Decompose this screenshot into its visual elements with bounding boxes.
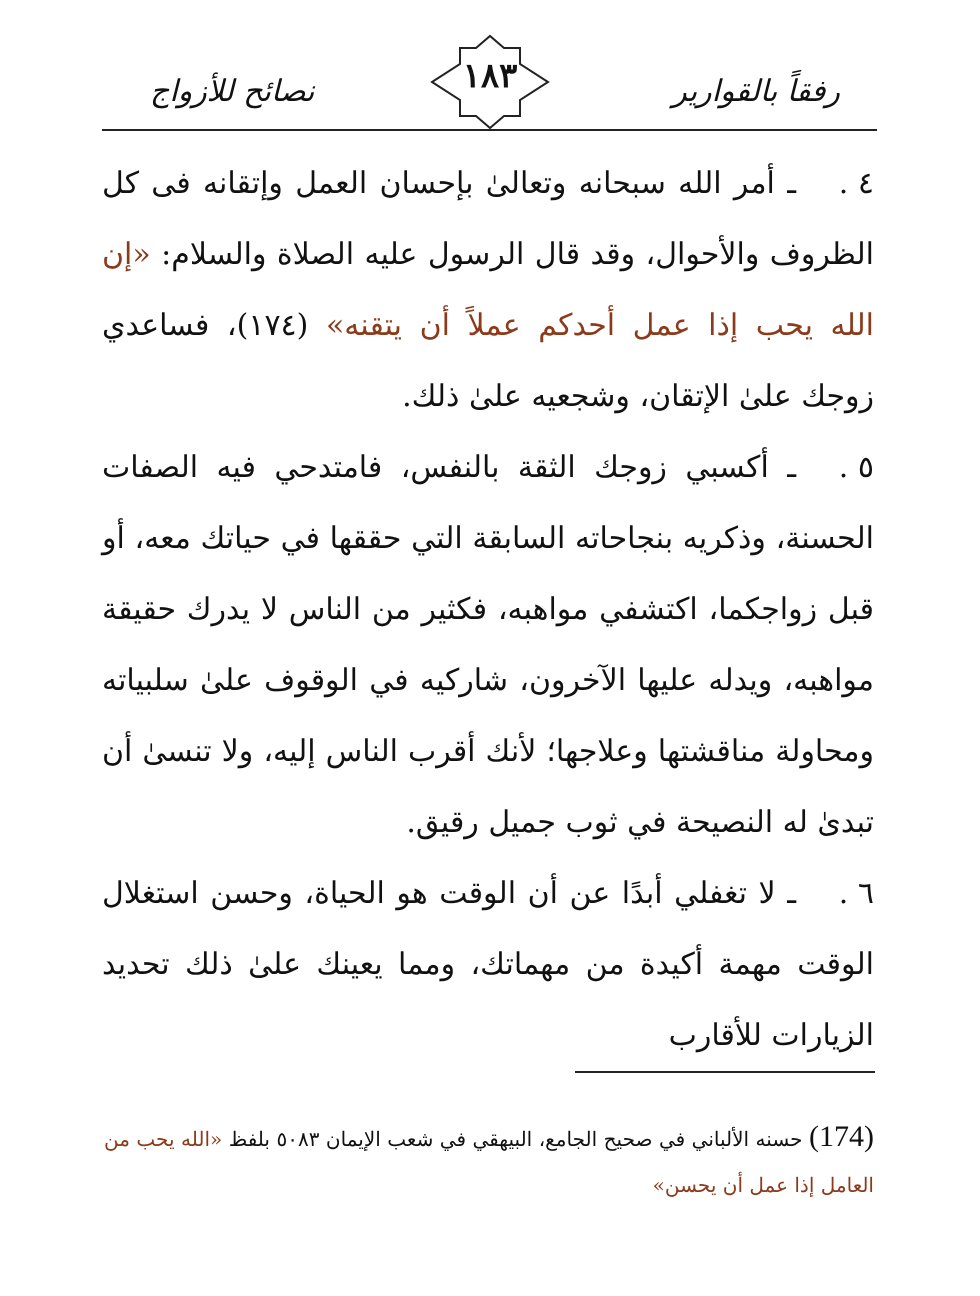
footnote-rule bbox=[575, 1071, 875, 1073]
paragraph-text: ـ أكسبي زوجك الثقة بالنفس، فامتدحي فيه الصفات الحسنة، وذكريه بنجاحاته السابقة التي حققها في حياتك معه، أو قبل زواجكما، اكتشفي مواهبه، فكثير من الناس لا يدرك حقيقة مواهبه، ويدله عليها الآخرون، شاركيه في الوقوف علىٰ سلبياته ومحاولة مناقشتها وعلاجها؛ لأنك أقرب الناس إليه، ولا تنسىٰ أن تبدىٰ له النصيحة في ثوب جميل رقيق. bbox=[102, 450, 874, 840]
footnote-text: حسنه الألباني في صحيح الجامع، البيهقي في شعب الإيمان ٥٠٨٣ بلفظ bbox=[222, 1127, 803, 1151]
paragraph-4 bbox=[102, 148, 874, 432]
hadith-quote: «إن الله يحب إذا عمل أحدكم عملاً أن يتقنه» bbox=[102, 237, 875, 343]
main-text bbox=[102, 148, 874, 1071]
book-title: رفقاً بالقوارير bbox=[672, 74, 840, 109]
page-header bbox=[0, 0, 980, 140]
footnote-quote: «الله يحب من العامل إذا عمل أن يحسن» bbox=[104, 1127, 874, 1197]
paragraph-text: ـ لا تغفلي أبدًا عن أن الوقت هو الحياة، وحسن استغلال الوقت مهمة أكيدة من مهماتك، ومما يعينك علىٰ ذلك تحديد الزيارات للأقارب bbox=[102, 876, 874, 1053]
paragraph-number: ٦ . bbox=[838, 876, 874, 911]
header-rule bbox=[102, 129, 877, 131]
chapter-title: نصائح للأزواج bbox=[150, 74, 315, 109]
paragraph-text-end: (١٧٤)، فساعدي زوجك علىٰ الإتقان، وشجعيه علىٰ ذلك. bbox=[102, 308, 874, 414]
paragraph-number: ٥ . bbox=[838, 450, 874, 485]
paragraph-6 bbox=[102, 858, 874, 1071]
paragraph-5 bbox=[102, 432, 874, 858]
paragraph-text: ـ أمر الله سبحانه وتعالىٰ بإحسان العمل وإتقانه فى كل الظروف والأحوال، وقد قال الرسول عليه الصلاة والسلام: bbox=[102, 166, 874, 272]
page-number: ١٨٣ bbox=[462, 56, 518, 96]
footnote-number: (174) bbox=[809, 1120, 875, 1153]
page-number-badge bbox=[428, 34, 552, 130]
footnote bbox=[104, 1114, 874, 1208]
paragraph-number: ٤ . bbox=[838, 166, 874, 201]
